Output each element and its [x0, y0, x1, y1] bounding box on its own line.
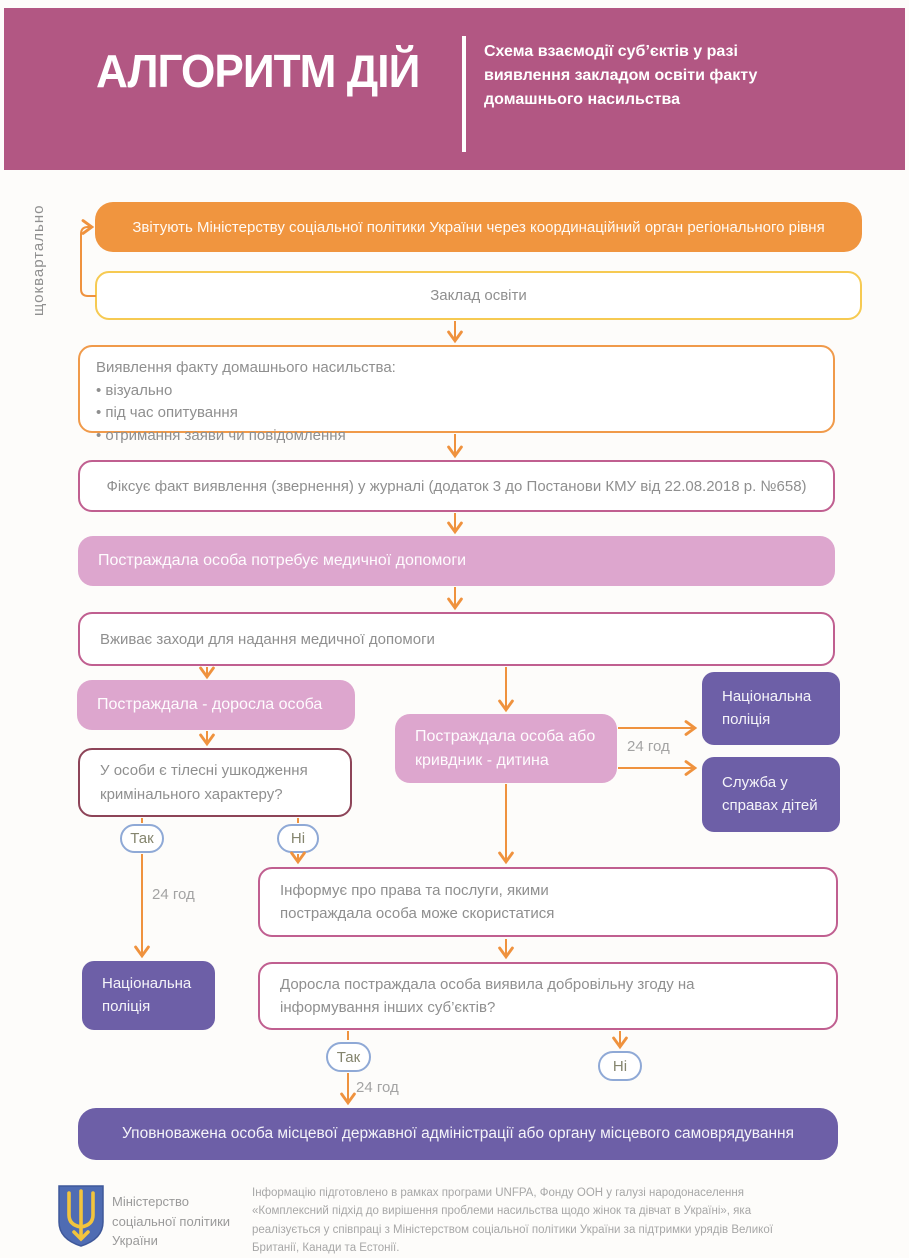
detection-bullet: • отримання заяви чи повідомлення — [96, 426, 346, 444]
hours-label-bottom: 24 год — [356, 1079, 399, 1096]
school-box: Заклад освіти — [95, 271, 862, 320]
hours-label-child: 24 год — [627, 738, 670, 755]
header-divider — [462, 36, 466, 152]
child-victim-box — [395, 714, 617, 783]
adult-victim-box: Постраждала - доросла особа — [77, 680, 355, 730]
medical-need-box: Постраждала особа потребує медичної допомоги — [78, 536, 835, 586]
injury-question-text: У особи є тілесні ушкодження кримінального характеру? — [100, 762, 308, 803]
page-subtitle: Схема взаємодії суб’єктів у разі виявлення закладом освіти факту домашнього насильства — [484, 43, 758, 108]
ministry-name-line: соціальної політики — [112, 1213, 231, 1229]
record-box: Фіксує факт виявлення (звернення) у журналі (додаток 3 до Постанови КМУ від 22.08.2018 р. №658) — [78, 460, 835, 512]
hours-label-left: 24 год — [152, 886, 195, 903]
trident-icon — [55, 1184, 107, 1248]
report-box: Звітують Міністерству соціальної політики України через координаційний орган регіонального рівня — [95, 202, 862, 252]
no-oval-2: Ні — [598, 1051, 642, 1081]
header-band — [4, 8, 905, 170]
police-right-box — [702, 672, 840, 745]
detection-box-title: Виявлення факту домашнього насильства: — [96, 359, 396, 376]
children-service-box — [702, 757, 840, 832]
footer-disclaimer: Інформацію підготовлено в рамках програми UNFPA, Фонду ООН у галузі народонаселення «Комплексний підхід до вирішення проблеми насильства щодо жінок та дівчат в Україні», яка реалізується у співпраці з Міністерством соціальної політики України за підтримки урядів Великої Британії, Канади та Естонії. — [252, 1187, 773, 1255]
consent-box — [258, 962, 838, 1030]
police-left-box — [82, 961, 215, 1030]
ministry-name-line: Міністерство — [112, 1194, 189, 1209]
detection-box — [78, 345, 835, 444]
ministry-name — [112, 1192, 230, 1251]
page-title: АЛГОРИТМ ДІЙ — [96, 45, 420, 97]
yes-oval-2: Так — [326, 1042, 371, 1072]
inform-box — [258, 867, 838, 937]
detection-bullet: • візуально — [96, 381, 173, 399]
child-victim-text: Постраждала особа або кривдник - дитина — [415, 727, 596, 769]
yes-oval-1: Так — [120, 824, 164, 853]
ministry-logo — [55, 1184, 107, 1253]
medical-action-box: Вживає заходи для надання медичної допомоги — [78, 612, 835, 666]
injury-question-box — [78, 748, 352, 817]
inform-text: Інформує про права та послуги, якими постраждала особа може скористатися — [280, 881, 555, 922]
quarterly-label: щоквартально — [30, 204, 47, 316]
quarterly-loop-arrow — [81, 227, 96, 296]
ministry-name-line: України — [112, 1233, 158, 1248]
authorized-box: Уповноважена особа місцевої державної адміністрації або органу місцевого самоврядування — [78, 1108, 838, 1160]
children-service-text: Служба у справах дітей — [722, 774, 818, 814]
police-left-text: Національна поліція — [102, 975, 192, 1015]
police-right-text: Національна поліція — [722, 688, 812, 728]
no-oval-1: Ні — [277, 824, 319, 853]
consent-text: Доросла постраждала особа виявила добровільну згоду на інформування інших суб’єктів? — [280, 975, 695, 1016]
detection-bullet: • під час опитування — [96, 404, 238, 421]
